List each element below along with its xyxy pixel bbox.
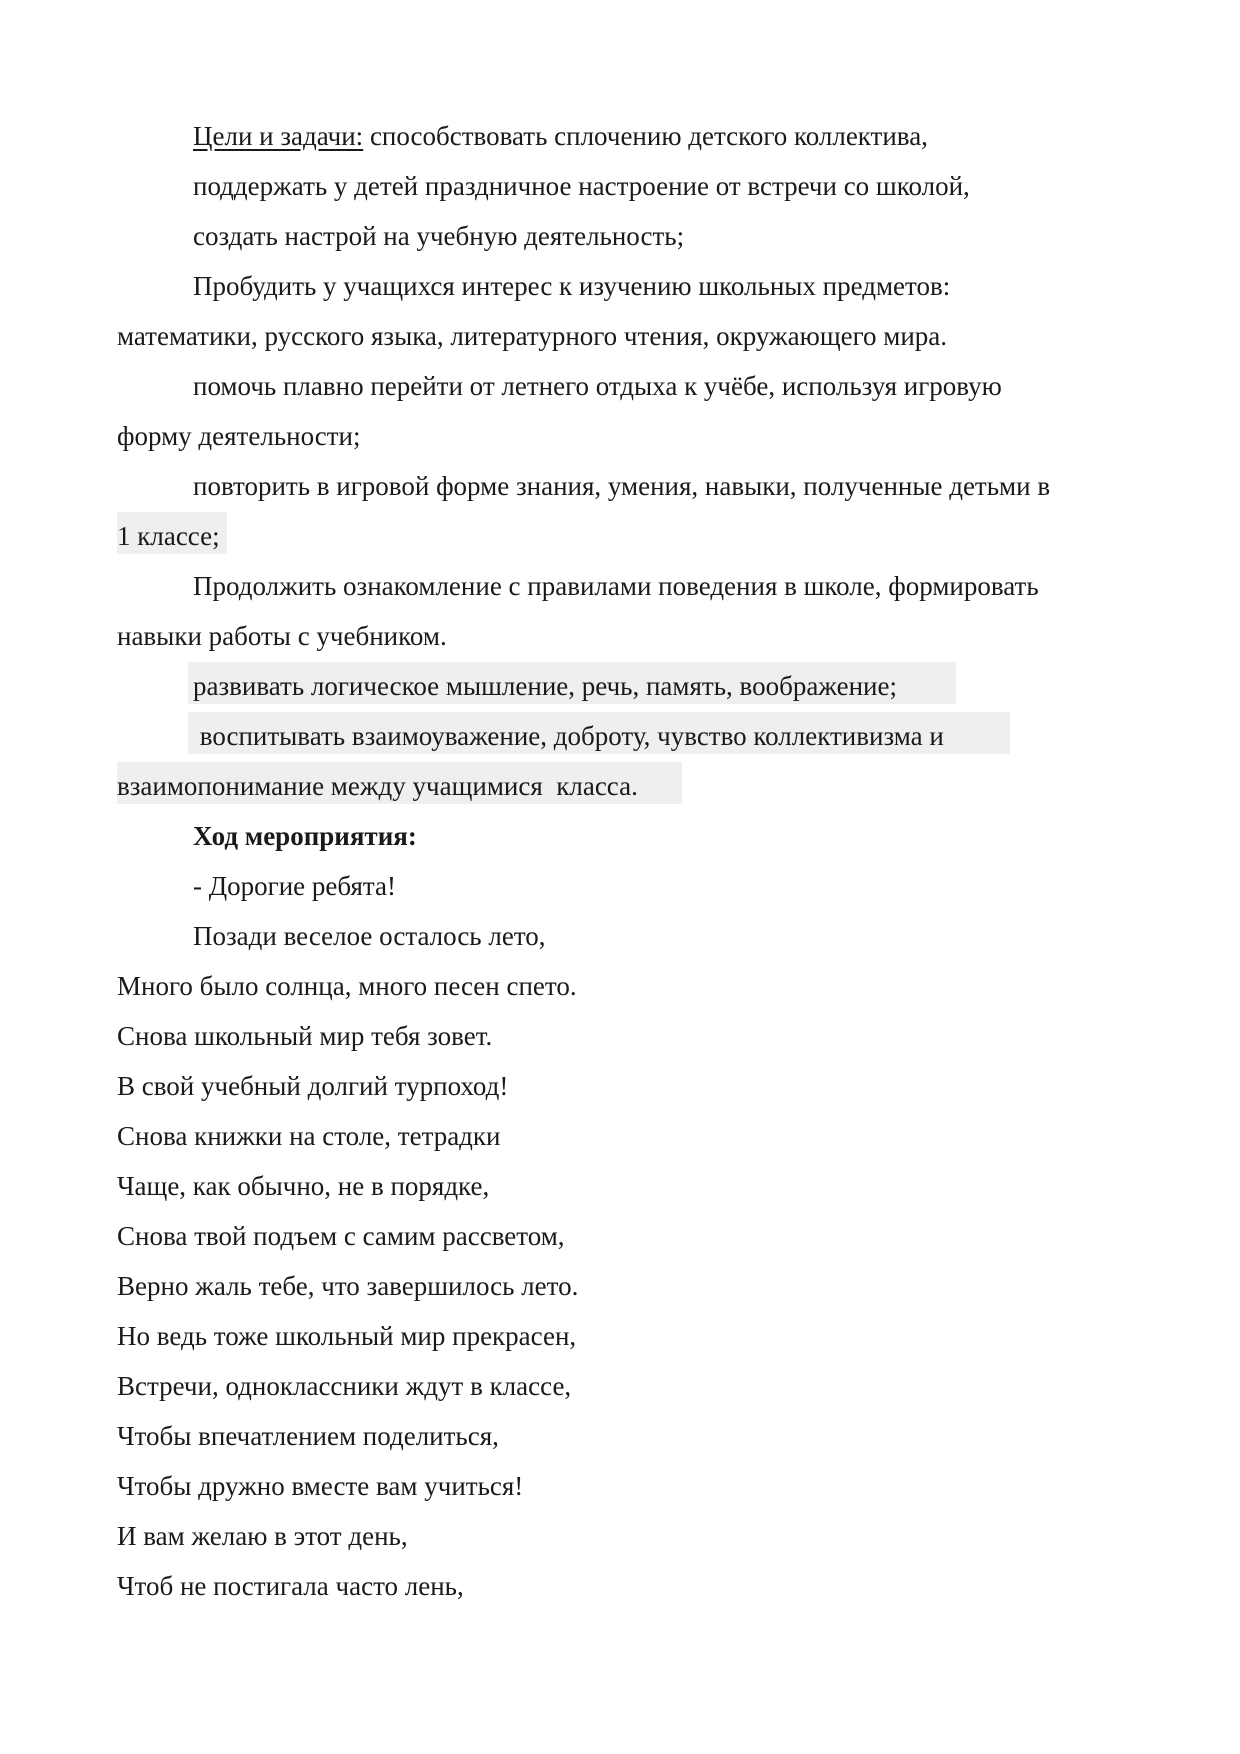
goals-line-7: форму деятельности;: [117, 421, 361, 451]
poem-line: Позади веселое осталось лето,: [193, 921, 546, 951]
poem-line: Чтобы дружно вместе вам учиться!: [117, 1471, 524, 1501]
poem-line: Чаще, как обычно, не в порядке,: [117, 1171, 490, 1201]
poem-line: И вам желаю в этот день,: [117, 1521, 408, 1551]
goals-line-8: повторить в игровой форме знания, умения, навыки, полученные детьми в: [193, 471, 1051, 501]
goals-line-13: воспитывать взаимоуважение, доброту, чувство коллективизма и: [193, 721, 944, 751]
poem-line: Снова книжки на столе, тетрадки: [117, 1121, 501, 1151]
event-heading: Ход мероприятия:: [193, 821, 417, 851]
goals-label: Цели и задачи:: [193, 121, 364, 151]
poem-line: Встречи, одноклассники ждут в классе,: [117, 1371, 572, 1401]
goals-line-1-text: способствовать сплочению детского коллектива,: [363, 121, 928, 151]
goals-line-12: развивать логическое мышление, речь, память, воображение;: [193, 671, 897, 701]
goals-line-10: Продолжить ознакомление с правилами поведения в школе, формировать: [193, 571, 1039, 601]
goals-line-5: математики, русского языка, литературного чтения, окружающего мира.: [117, 321, 948, 351]
goals-line-9: 1 классе;: [117, 521, 220, 551]
goals-line-4: Пробудить у учащихся интерес к изучению школьных предметов:: [193, 271, 951, 301]
poem-line: Верно жаль тебе, что завершилось лето.: [117, 1271, 579, 1301]
poem-line: Снова твой подъем с самим рассветом,: [117, 1221, 565, 1251]
goals-line-11: навыки работы с учебником.: [117, 621, 447, 651]
event-greeting: - Дорогие ребята!: [193, 871, 396, 901]
goals-line-3: создать настрой на учебную деятельность;: [193, 221, 685, 251]
poem-line: Но ведь тоже школьный мир прекрасен,: [117, 1321, 577, 1351]
poem-line: В свой учебный долгий турпоход!: [117, 1071, 509, 1101]
poem-line: Снова школьный мир тебя зовет.: [117, 1021, 493, 1051]
goals-line-14: взаимопонимание между учащимися класса.: [117, 771, 638, 801]
goals-line-6: помочь плавно перейти от летнего отдыха к учёбе, используя игровую: [193, 371, 1002, 401]
poem-line: Много было солнца, много песен спето.: [117, 971, 577, 1001]
goals-line-2: поддержать у детей праздничное настроение от встречи со школой,: [193, 171, 970, 201]
goals-line-1: [193, 111, 928, 161]
poem-line: Чтобы впечатлением поделиться,: [117, 1421, 499, 1451]
poem-line: Чтоб не постигала часто лень,: [117, 1571, 464, 1601]
